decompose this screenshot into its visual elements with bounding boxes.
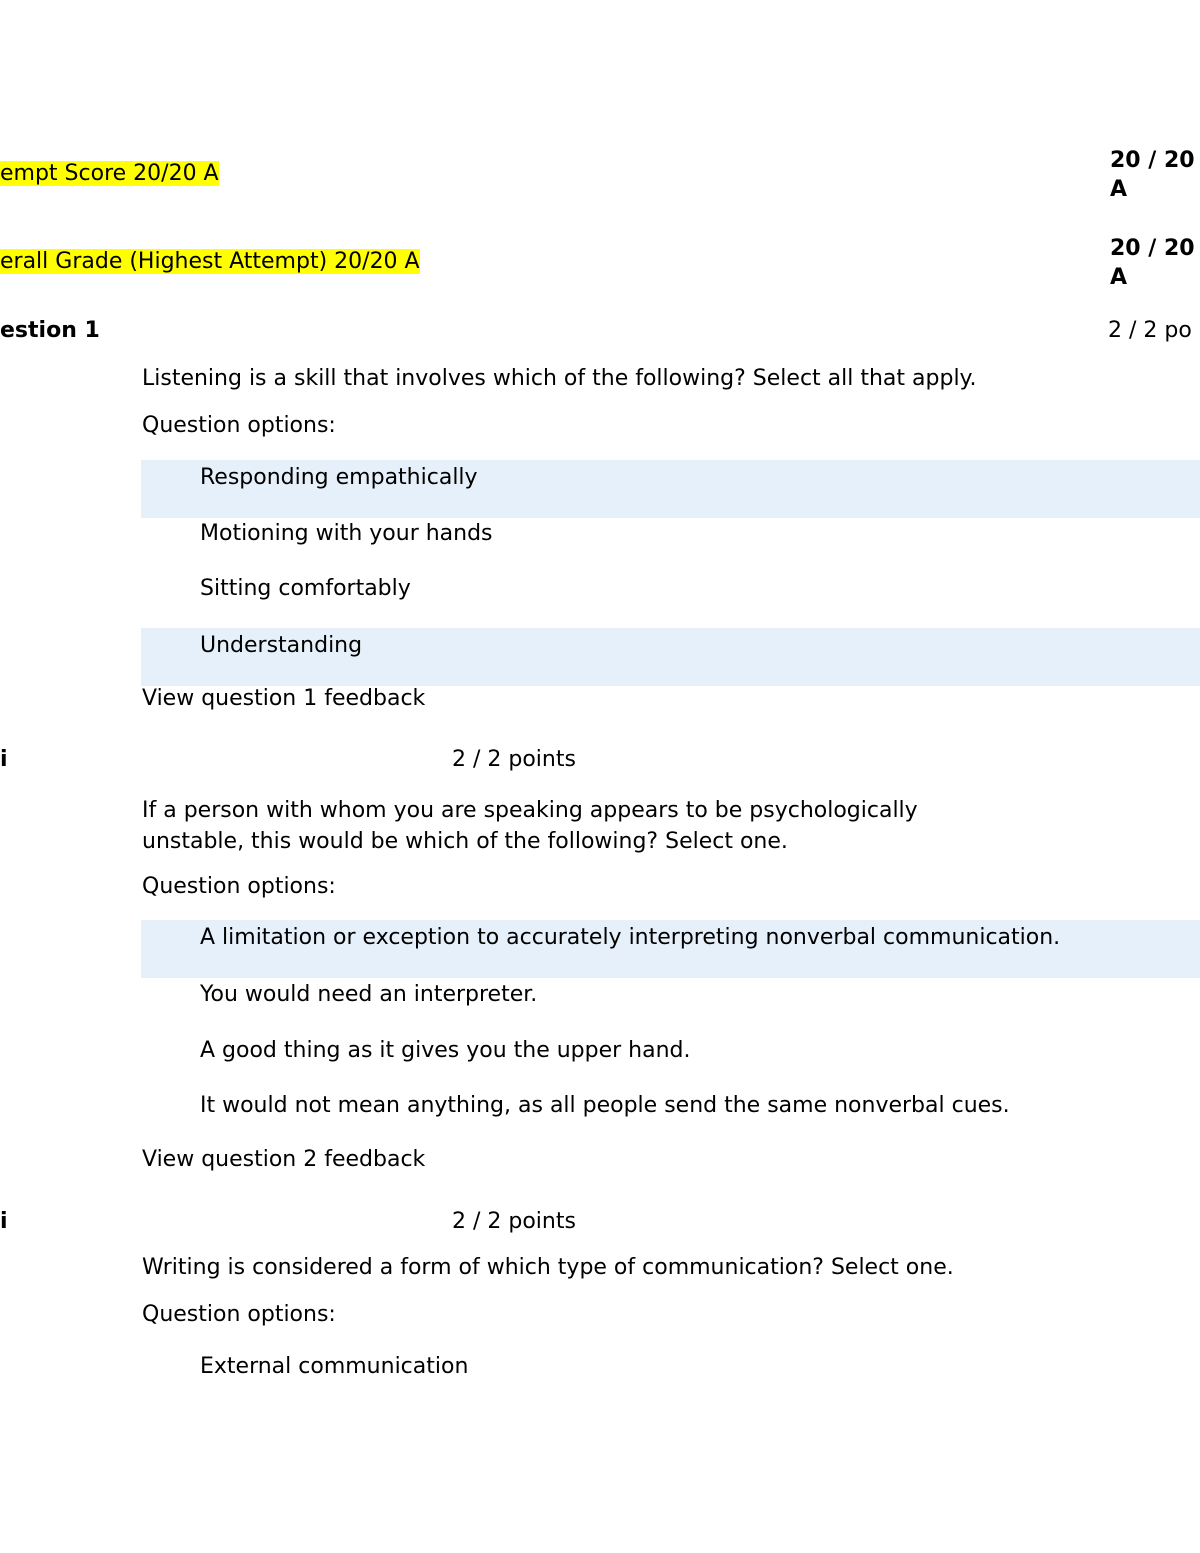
question-1-prompt: Listening is a skill that involves which of the following? Select all that apply. [142,366,977,391]
question-2-options-label: Question options: [142,874,336,899]
question-1-options-label: Question options: [142,413,336,438]
question-3-options-label: Question options: [142,1302,336,1327]
question-3-prompt: Writing is considered a form of which type of communication? Select one. [142,1255,954,1280]
question-1-points: 2 / 2 po [1108,318,1192,343]
question-3-title: i [0,1209,8,1234]
question-1-option-2[interactable]: Motioning with your hands [200,521,493,546]
question-2-title: i [0,747,8,772]
attempt-score-value-line2: A [1110,177,1128,202]
question-2-feedback-link[interactable]: View question 2 feedback [142,1147,426,1172]
overall-grade-label: erall Grade (Highest Attempt) 20/20 A [0,249,420,274]
question-1-option-4[interactable]: Understanding [200,633,363,658]
question-1-title: estion 1 [0,318,100,343]
overall-grade-value [1110,234,1200,292]
question-2-option-1[interactable]: A limitation or exception to accurately interpreting nonverbal communication. [200,925,1061,950]
overall-grade-value-line1: 20 / 20 [1110,236,1195,261]
attempt-score-label: empt Score 20/20 A [0,161,219,186]
question-1-feedback-link[interactable]: View question 1 feedback [142,686,426,711]
question-3-option-1[interactable]: External communication [200,1354,469,1379]
question-2-option-3[interactable]: A good thing as it gives you the upper hand. [200,1038,691,1063]
question-2-points: 2 / 2 points [452,747,576,772]
question-2-option-2[interactable]: You would need an interpreter. [200,982,538,1007]
question-1-option-1[interactable]: Responding empathically [200,465,478,490]
question-1-option-3[interactable]: Sitting comfortably [200,576,411,601]
question-2-prompt: If a person with whom you are speaking appears to be psychologically unstable, this would be which of the following? Select one. [142,798,918,854]
overall-grade-value-line2: A [1110,265,1128,290]
question-3-points: 2 / 2 points [452,1209,576,1234]
attempt-score-value-line1: 20 / 20 [1110,148,1195,173]
question-2-option-4[interactable]: It would not mean anything, as all people send the same nonverbal cues. [200,1093,1010,1118]
attempt-score-value [1110,146,1200,204]
